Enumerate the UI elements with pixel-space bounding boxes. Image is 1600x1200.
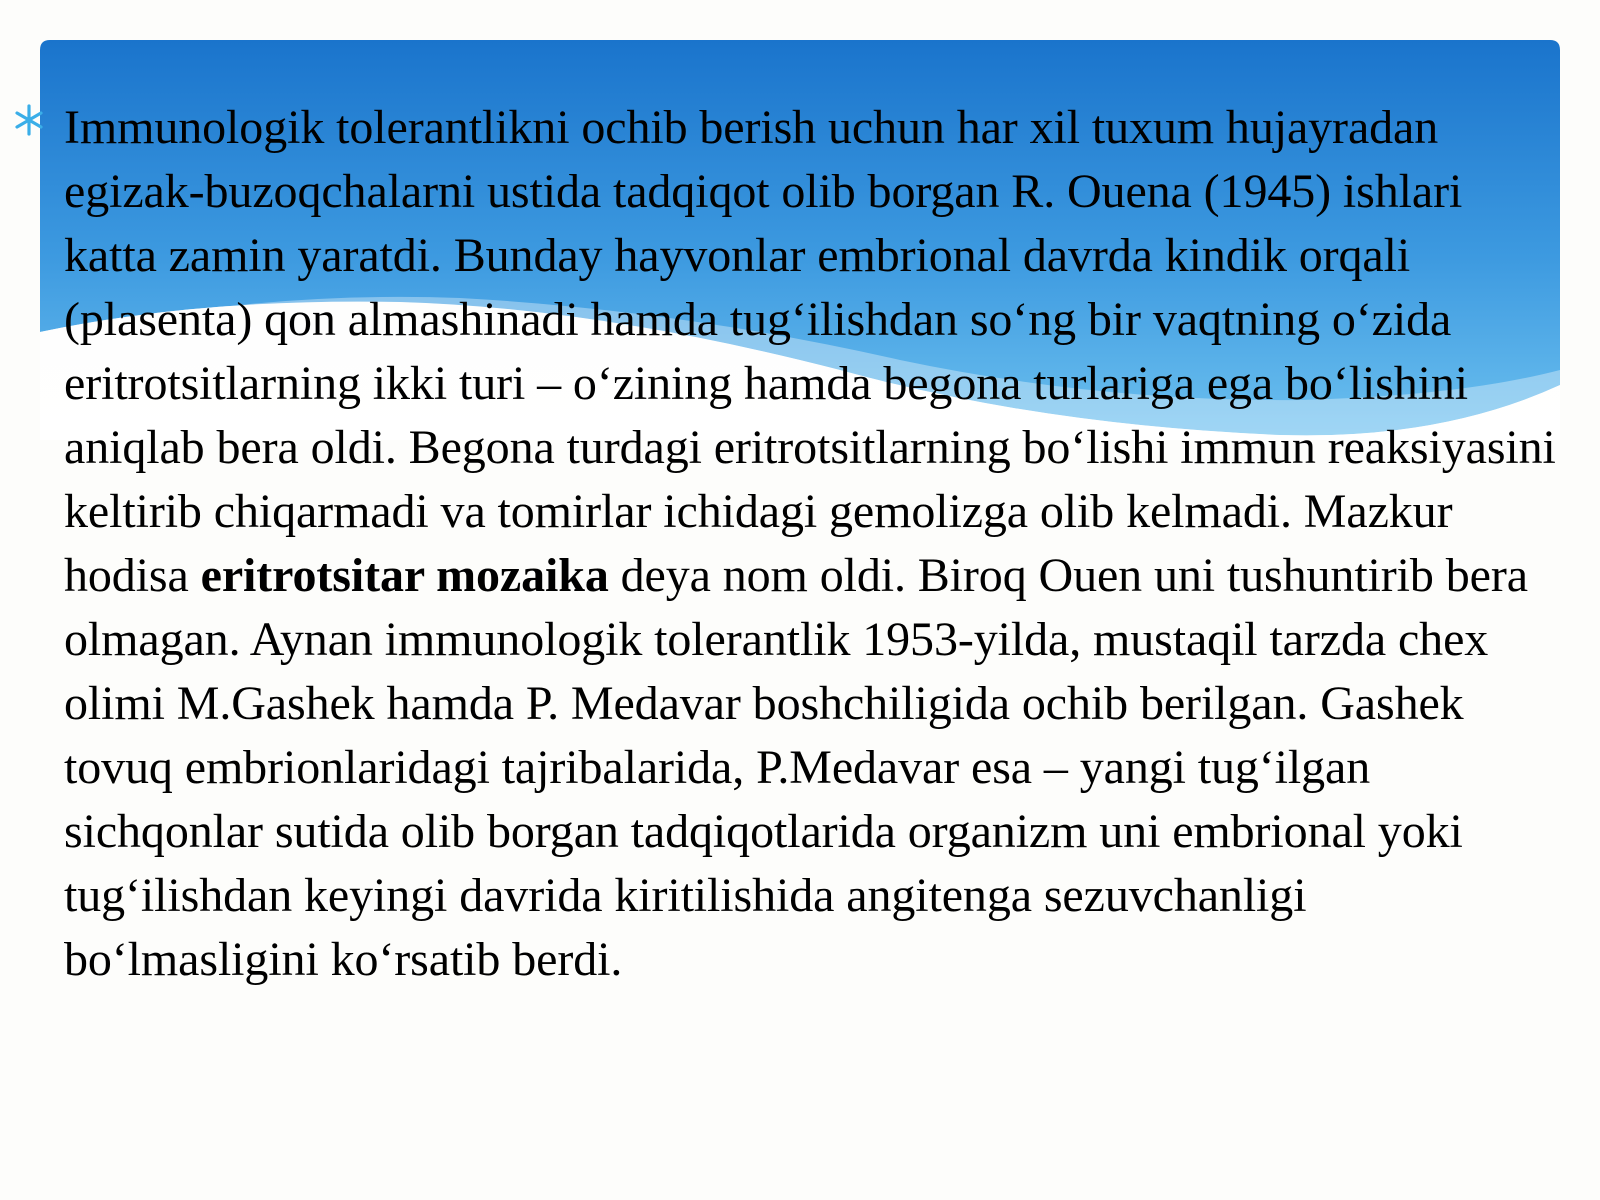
paragraph-text-part1: Immunologik tolerantlikni ochib berish uchun har xil tuxum hujayradan egizak-buzoqchalarni ustida tadqiqot olib borgan R. Ouena (1945) ishlari katta zamin yaratdi. Bunday hayvonlar embrional davrda kindik orqali (plasenta) qon almashinadi hamda tug‘ilishdan so‘ng bir vaqtning o‘zida eritrotsitlarning ikki turi – o‘zining hamda begona turlariga ega bo‘lishini aniqlab bera oldi. Begona turdagi eritrotsitlarning bo‘lishi immun reaksiyasini keltirib chiqarmadi va tomirlar ichidagi gemolizga olib kelmadi. Mazkur hodisa: [64, 101, 1556, 602]
asterisk-icon: [12, 103, 46, 137]
slide-paragraph: [64, 96, 1564, 992]
bold-term: eritrotsitar mozaika: [200, 549, 609, 602]
paragraph-text-part2: deya nom oldi. Biroq Ouen uni tushuntirib bera olmagan. Aynan immunologik tolerantlik 1953-yilda, mustaqil tarzda chex olimi M.Gashek hamda P. Medavar boshchiligida ochib berilgan. Gashek tovuq embrionlaridagi tajribalarida, P.Medavar esa – yangi tug‘ilgan sichqonlar sutida olib borgan tadqiqotlarida organizm uni embrional yoki tug‘ilishdan keyingi davrida kiritilishida angitenga sezuvchanligi bo‘lmasligini ko‘rsatib berdi.: [64, 549, 1528, 986]
